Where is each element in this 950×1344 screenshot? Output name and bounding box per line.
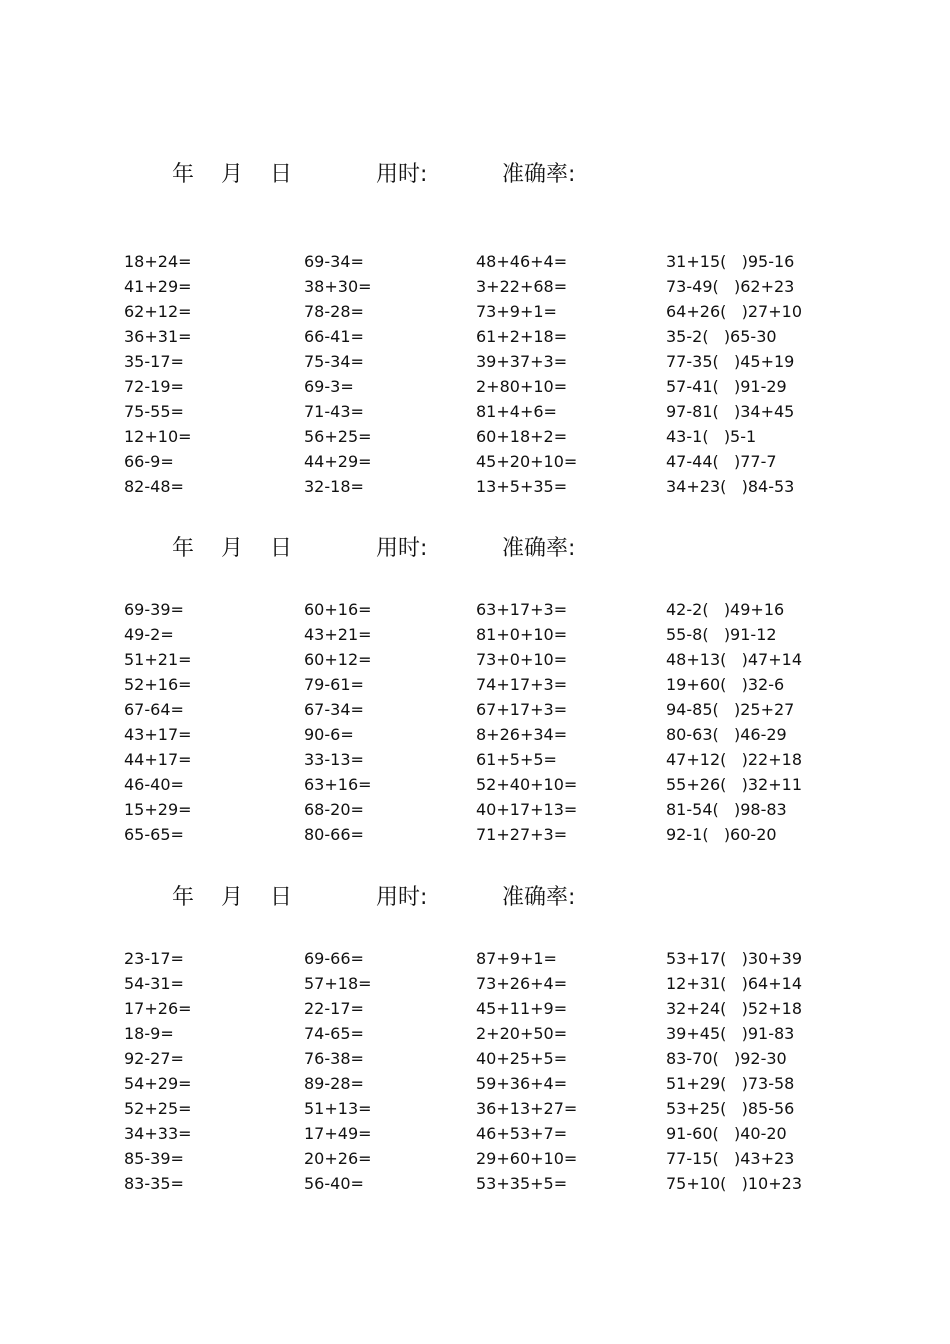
problem: 60+12= xyxy=(304,650,372,669)
problem: 62+12= xyxy=(124,302,192,321)
problem: 91-60( )40-20 xyxy=(666,1124,787,1143)
problem: 80-63( )46-29 xyxy=(666,725,787,744)
problem: 75-34= xyxy=(304,352,364,371)
problem: 56+25= xyxy=(304,427,372,446)
problem: 40+25+5= xyxy=(476,1049,568,1068)
problem: 32+24( )52+18 xyxy=(666,999,802,1018)
problem: 63+17+3= xyxy=(476,600,568,619)
two-digit-column xyxy=(304,597,372,847)
problem: 22-17= xyxy=(304,999,364,1018)
problem: 42-2( )49+16 xyxy=(666,600,785,619)
problem: 18-9= xyxy=(124,1024,174,1043)
year-label: 年 xyxy=(172,162,195,187)
problem: 75+10( )10+23 xyxy=(666,1174,802,1193)
problem: 60+16= xyxy=(304,600,372,619)
problem: 66-9= xyxy=(124,452,174,471)
problem: 57+18= xyxy=(304,974,372,993)
problem: 48+46+4= xyxy=(476,252,568,271)
problem: 32-18= xyxy=(304,477,364,496)
two-digit-column xyxy=(304,946,372,1196)
problem: 43-1( )5-1 xyxy=(666,427,757,446)
addition-subtraction-column xyxy=(124,946,192,1196)
problem: 68-20= xyxy=(304,800,364,819)
year-label: 年 xyxy=(172,885,195,910)
problem: 29+60+10= xyxy=(476,1149,578,1168)
section-3-header xyxy=(0,883,950,913)
problem: 36+31= xyxy=(124,327,192,346)
problem: 82-48= xyxy=(124,477,184,496)
problem: 66-41= xyxy=(304,327,364,346)
problem: 60+18+2= xyxy=(476,427,568,446)
problem: 2+80+10= xyxy=(476,377,568,396)
problem: 69-3= xyxy=(304,377,354,396)
problem: 18+24= xyxy=(124,252,192,271)
month-label: 月 xyxy=(221,536,244,561)
problem: 17+49= xyxy=(304,1124,372,1143)
problem: 49-2= xyxy=(124,625,174,644)
day-label: 日 xyxy=(270,885,293,910)
problem: 59+36+4= xyxy=(476,1074,568,1093)
problem: 52+25= xyxy=(124,1099,192,1118)
problem: 81+0+10= xyxy=(476,625,568,644)
addition-subtraction-column xyxy=(124,597,192,847)
problem: 40+17+13= xyxy=(476,800,578,819)
problem: 79-61= xyxy=(304,675,364,694)
problem: 64+26( )27+10 xyxy=(666,302,802,321)
problem: 13+5+35= xyxy=(476,477,568,496)
problem: 35-2( )65-30 xyxy=(666,327,777,346)
problem: 83-70( )92-30 xyxy=(666,1049,787,1068)
problem: 19+60( )32-6 xyxy=(666,675,785,694)
problem: 44+29= xyxy=(304,452,372,471)
three-term-column xyxy=(476,249,577,499)
problem: 54+29= xyxy=(124,1074,192,1093)
problem: 46+53+7= xyxy=(476,1124,568,1143)
problem: 43+17= xyxy=(124,725,192,744)
two-digit-column xyxy=(304,249,372,499)
problem: 47+12( )22+18 xyxy=(666,750,802,769)
problem: 55+26( )32+11 xyxy=(666,775,802,794)
problem: 33-13= xyxy=(304,750,364,769)
problem: 72-19= xyxy=(124,377,184,396)
problem: 41+29= xyxy=(124,277,192,296)
three-term-column xyxy=(476,946,577,1196)
problem: 12+10= xyxy=(124,427,192,446)
problem: 94-85( )25+27 xyxy=(666,700,795,719)
problem: 51+13= xyxy=(304,1099,372,1118)
problem: 69-66= xyxy=(304,949,364,968)
problem: 67+17+3= xyxy=(476,700,568,719)
problem: 39+45( )91-83 xyxy=(666,1024,795,1043)
comparison-column xyxy=(666,597,802,847)
accuracy-label: 准确率: xyxy=(502,536,576,561)
problem: 17+26= xyxy=(124,999,192,1018)
problem: 80-66= xyxy=(304,825,364,844)
problem: 76-38= xyxy=(304,1049,364,1068)
problem: 63+16= xyxy=(304,775,372,794)
day-label: 日 xyxy=(270,162,293,187)
problem: 34+33= xyxy=(124,1124,192,1143)
problem: 45+20+10= xyxy=(476,452,578,471)
month-label: 月 xyxy=(221,162,244,187)
problem: 52+40+10= xyxy=(476,775,578,794)
three-term-column xyxy=(476,597,577,847)
problem: 47-44( )77-7 xyxy=(666,452,777,471)
problem: 73-49( )62+23 xyxy=(666,277,795,296)
problem: 81+4+6= xyxy=(476,402,557,421)
problem: 61+5+5= xyxy=(476,750,557,769)
problem: 48+13( )47+14 xyxy=(666,650,802,669)
year-label: 年 xyxy=(172,536,195,561)
problem: 81-54( )98-83 xyxy=(666,800,787,819)
problem: 43+21= xyxy=(304,625,372,644)
accuracy-label: 准确率: xyxy=(502,885,576,910)
problem: 90-6= xyxy=(304,725,354,744)
problem: 54-31= xyxy=(124,974,184,993)
section-2-header xyxy=(0,534,950,564)
time-used-label: 用时: xyxy=(376,536,428,561)
problem: 85-39= xyxy=(124,1149,184,1168)
section-1-header xyxy=(0,160,950,190)
problem: 31+15( )95-16 xyxy=(666,252,795,271)
problem: 74+17+3= xyxy=(476,675,568,694)
problem: 77-15( )43+23 xyxy=(666,1149,795,1168)
problem: 73+0+10= xyxy=(476,650,568,669)
problem: 20+26= xyxy=(304,1149,372,1168)
problem: 71+27+3= xyxy=(476,825,568,844)
problem: 61+2+18= xyxy=(476,327,568,346)
problem: 52+16= xyxy=(124,675,192,694)
time-used-label: 用时: xyxy=(376,162,428,187)
day-label: 日 xyxy=(270,536,293,561)
problem: 12+31( )64+14 xyxy=(666,974,802,993)
problem: 44+17= xyxy=(124,750,192,769)
problem: 23-17= xyxy=(124,949,184,968)
comparison-column xyxy=(666,946,802,1196)
problem: 73+9+1= xyxy=(476,302,557,321)
problem: 83-35= xyxy=(124,1174,184,1193)
problem: 89-28= xyxy=(304,1074,364,1093)
problem: 53+35+5= xyxy=(476,1174,568,1193)
accuracy-label: 准确率: xyxy=(502,162,576,187)
problem: 39+37+3= xyxy=(476,352,568,371)
problem: 73+26+4= xyxy=(476,974,568,993)
problem: 69-34= xyxy=(304,252,364,271)
problem: 56-40= xyxy=(304,1174,364,1193)
problem: 45+11+9= xyxy=(476,999,568,1018)
problem: 55-8( )91-12 xyxy=(666,625,777,644)
time-used-label: 用时: xyxy=(376,885,428,910)
problem: 87+9+1= xyxy=(476,949,557,968)
problem: 75-55= xyxy=(124,402,184,421)
comparison-column xyxy=(666,249,802,499)
problem: 51+21= xyxy=(124,650,192,669)
problem: 69-39= xyxy=(124,600,184,619)
problem: 53+25( )85-56 xyxy=(666,1099,795,1118)
problem: 92-1( )60-20 xyxy=(666,825,777,844)
problem: 35-17= xyxy=(124,352,184,371)
problem: 71-43= xyxy=(304,402,364,421)
problem: 34+23( )84-53 xyxy=(666,477,795,496)
addition-subtraction-column xyxy=(124,249,192,499)
problem: 67-34= xyxy=(304,700,364,719)
problem: 8+26+34= xyxy=(476,725,568,744)
problem: 57-41( )91-29 xyxy=(666,377,787,396)
problem: 78-28= xyxy=(304,302,364,321)
problem: 97-81( )34+45 xyxy=(666,402,795,421)
problem: 38+30= xyxy=(304,277,372,296)
problem: 65-65= xyxy=(124,825,184,844)
problem: 77-35( )45+19 xyxy=(666,352,795,371)
problem: 51+29( )73-58 xyxy=(666,1074,795,1093)
problem: 46-40= xyxy=(124,775,184,794)
problem: 74-65= xyxy=(304,1024,364,1043)
problem: 36+13+27= xyxy=(476,1099,578,1118)
problem: 92-27= xyxy=(124,1049,184,1068)
month-label: 月 xyxy=(221,885,244,910)
problem: 15+29= xyxy=(124,800,192,819)
problem: 2+20+50= xyxy=(476,1024,568,1043)
problem: 67-64= xyxy=(124,700,184,719)
problem: 3+22+68= xyxy=(476,277,568,296)
problem: 53+17( )30+39 xyxy=(666,949,802,968)
